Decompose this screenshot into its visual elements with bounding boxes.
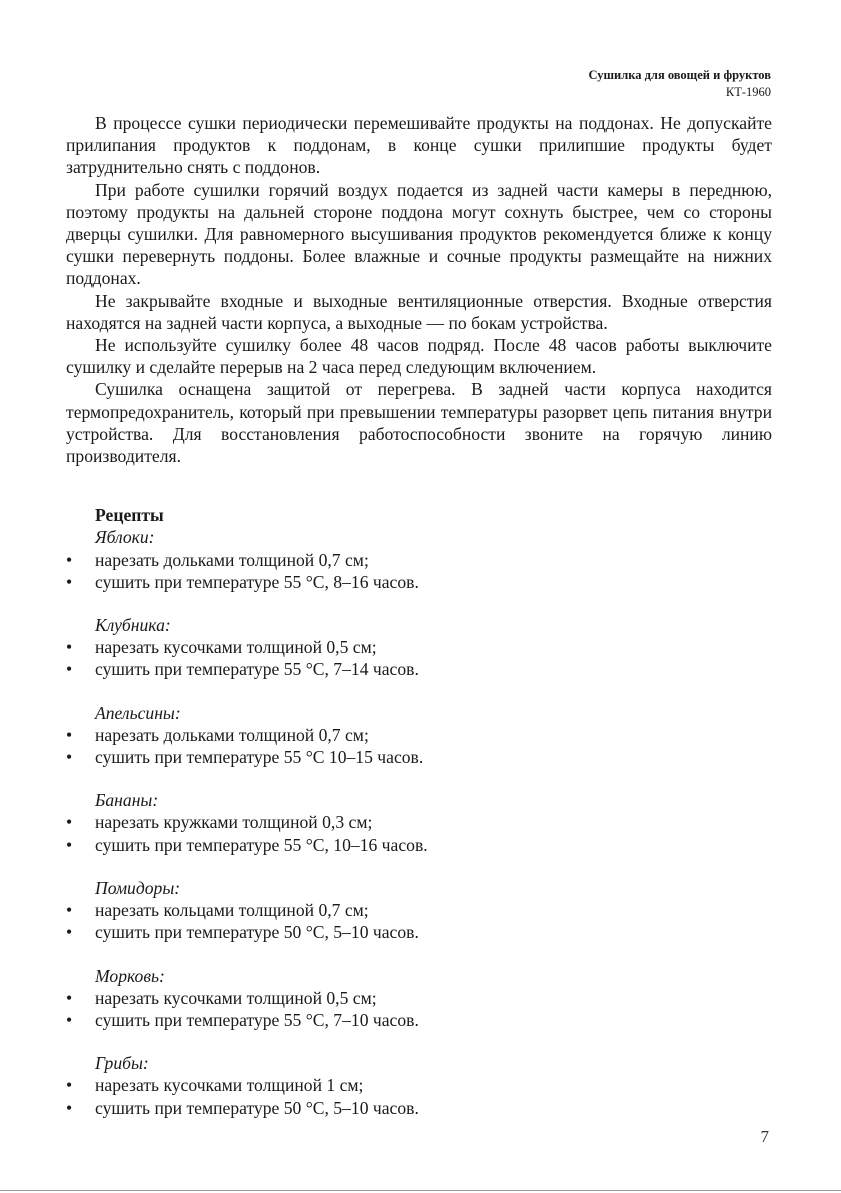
bullet-icon: • xyxy=(66,659,73,680)
bullet-icon: • xyxy=(66,724,73,745)
recipe-steps xyxy=(66,636,772,680)
recipe-step-text: нарезать кусочками толщиной 0,5 см; xyxy=(95,987,377,1008)
recipe-steps xyxy=(66,899,772,943)
recipe-steps xyxy=(66,987,772,1031)
list-item xyxy=(66,549,772,571)
recipes-list xyxy=(66,526,772,1118)
list-item xyxy=(66,834,772,856)
list-item xyxy=(66,746,772,768)
header-model: КТ-1960 xyxy=(725,85,771,99)
recipe-name: Грибы: xyxy=(95,1053,149,1074)
bullet-icon: • xyxy=(66,834,73,855)
bullet-icon: • xyxy=(66,1097,73,1118)
header-title: Сушилка для овощей и фруктов xyxy=(588,68,771,82)
recipe-name: Морковь: xyxy=(95,965,165,986)
recipe-block xyxy=(66,614,772,681)
paragraph-ventilation: Не закрывайте входные и выходные вентиляционные отверстия. Входные отверстия находятся на задней части корпуса, а выходные — по бокам устройства. xyxy=(66,290,772,333)
recipe-step-text: сушить при температуре 55 °С, 8–16 часов. xyxy=(95,571,419,592)
paragraph-stirring: В процессе сушки периодически перемешивайте продукты на поддонах. Не допускайте прилипания продуктов к поддонам, в конце сушки прилипшие продукты будет затруднительно снять с поддонов. xyxy=(66,113,772,178)
paragraph-usage-limit: Не используйте сушилку более 48 часов подряд. После 48 часов работы выключите сушилку и сделайте перерыв на 2 часа перед следующим включением. xyxy=(66,335,772,378)
recipe-step-text: сушить при температуре 55 °С, 10–16 часов. xyxy=(95,834,428,855)
list-item xyxy=(66,811,772,833)
page-number: 7 xyxy=(760,1127,769,1146)
recipe-step-text: сушить при температуре 50 °С, 5–10 часов. xyxy=(95,1097,419,1118)
recipe-block xyxy=(66,789,772,856)
recipe-block xyxy=(66,877,772,944)
recipe-step-text: сушить при температуре 55 °С, 7–10 часов. xyxy=(95,1009,419,1030)
recipe-step-text: сушить при температуре 55 °С, 7–14 часов. xyxy=(95,659,419,680)
list-item xyxy=(66,1097,772,1119)
recipe-step-text: нарезать дольками толщиной 0,7 см; xyxy=(95,724,369,745)
bullet-icon: • xyxy=(66,747,73,768)
bullet-icon: • xyxy=(66,987,73,1008)
bullet-icon: • xyxy=(66,549,73,570)
list-item xyxy=(66,571,772,593)
recipe-name: Апельсины: xyxy=(95,702,181,723)
list-item xyxy=(66,1009,772,1031)
bullet-icon: • xyxy=(66,1075,73,1096)
bottom-rule xyxy=(0,1190,841,1191)
paragraph-overheat-protection: Сушилка оснащена защитой от перегрева. В задней части корпуса находится термопредохранитель, который при превышении температуры разорвет цепь питания внутри устройства. Для восстановления работоспособности звоните на горячую линию производителя. xyxy=(66,379,772,467)
list-item xyxy=(66,658,772,680)
recipe-step-text: нарезать кусочками толщиной 1 см; xyxy=(95,1075,364,1096)
list-item xyxy=(66,724,772,746)
recipe-block xyxy=(66,1052,772,1119)
list-item xyxy=(66,1074,772,1096)
recipe-name: Яблоки: xyxy=(95,527,155,548)
bullet-icon: • xyxy=(66,637,73,658)
page-content xyxy=(66,112,772,1119)
list-item xyxy=(66,899,772,921)
recipe-step-text: сушить при температуре 55 °С 10–15 часов. xyxy=(95,747,424,768)
recipes-heading: Рецепты xyxy=(95,505,164,526)
bullet-icon: • xyxy=(66,922,73,943)
paragraph-airflow: При работе сушилки горячий воздух подается из задней части камеры в переднюю, поэтому продукты на дальней стороне поддона могут сохнуть быстрее, чем со стороны дверцы сушилки. Для равномерного высушивания продуктов рекомендуется ближе к концу сушки перевернуть поддоны. Более влажные и сочные продукты размещайте на нижних поддонах. xyxy=(66,179,772,289)
recipe-steps xyxy=(66,811,772,855)
recipe-block xyxy=(66,965,772,1032)
recipe-step-text: нарезать кольцами толщиной 0,7 см; xyxy=(95,900,369,921)
list-item xyxy=(66,921,772,943)
recipe-name: Клубника: xyxy=(95,615,171,636)
recipe-block xyxy=(66,526,772,593)
list-item xyxy=(66,987,772,1009)
recipe-name: Бананы: xyxy=(95,790,159,811)
recipe-steps xyxy=(66,724,772,768)
bullet-icon: • xyxy=(66,1009,73,1030)
recipe-steps xyxy=(66,1074,772,1118)
bullet-icon: • xyxy=(66,812,73,833)
recipe-step-text: нарезать дольками толщиной 0,7 см; xyxy=(95,549,369,570)
list-item xyxy=(66,636,772,658)
running-header xyxy=(588,67,771,101)
recipe-step-text: нарезать кусочками толщиной 0,5 см; xyxy=(95,637,377,658)
recipe-steps xyxy=(66,549,772,593)
bullet-icon: • xyxy=(66,900,73,921)
recipe-name: Помидоры: xyxy=(95,877,181,898)
recipe-block xyxy=(66,702,772,769)
bullet-icon: • xyxy=(66,571,73,592)
recipe-step-text: сушить при температуре 50 °С, 5–10 часов. xyxy=(95,922,419,943)
recipe-step-text: нарезать кружками толщиной 0,3 см; xyxy=(95,812,373,833)
